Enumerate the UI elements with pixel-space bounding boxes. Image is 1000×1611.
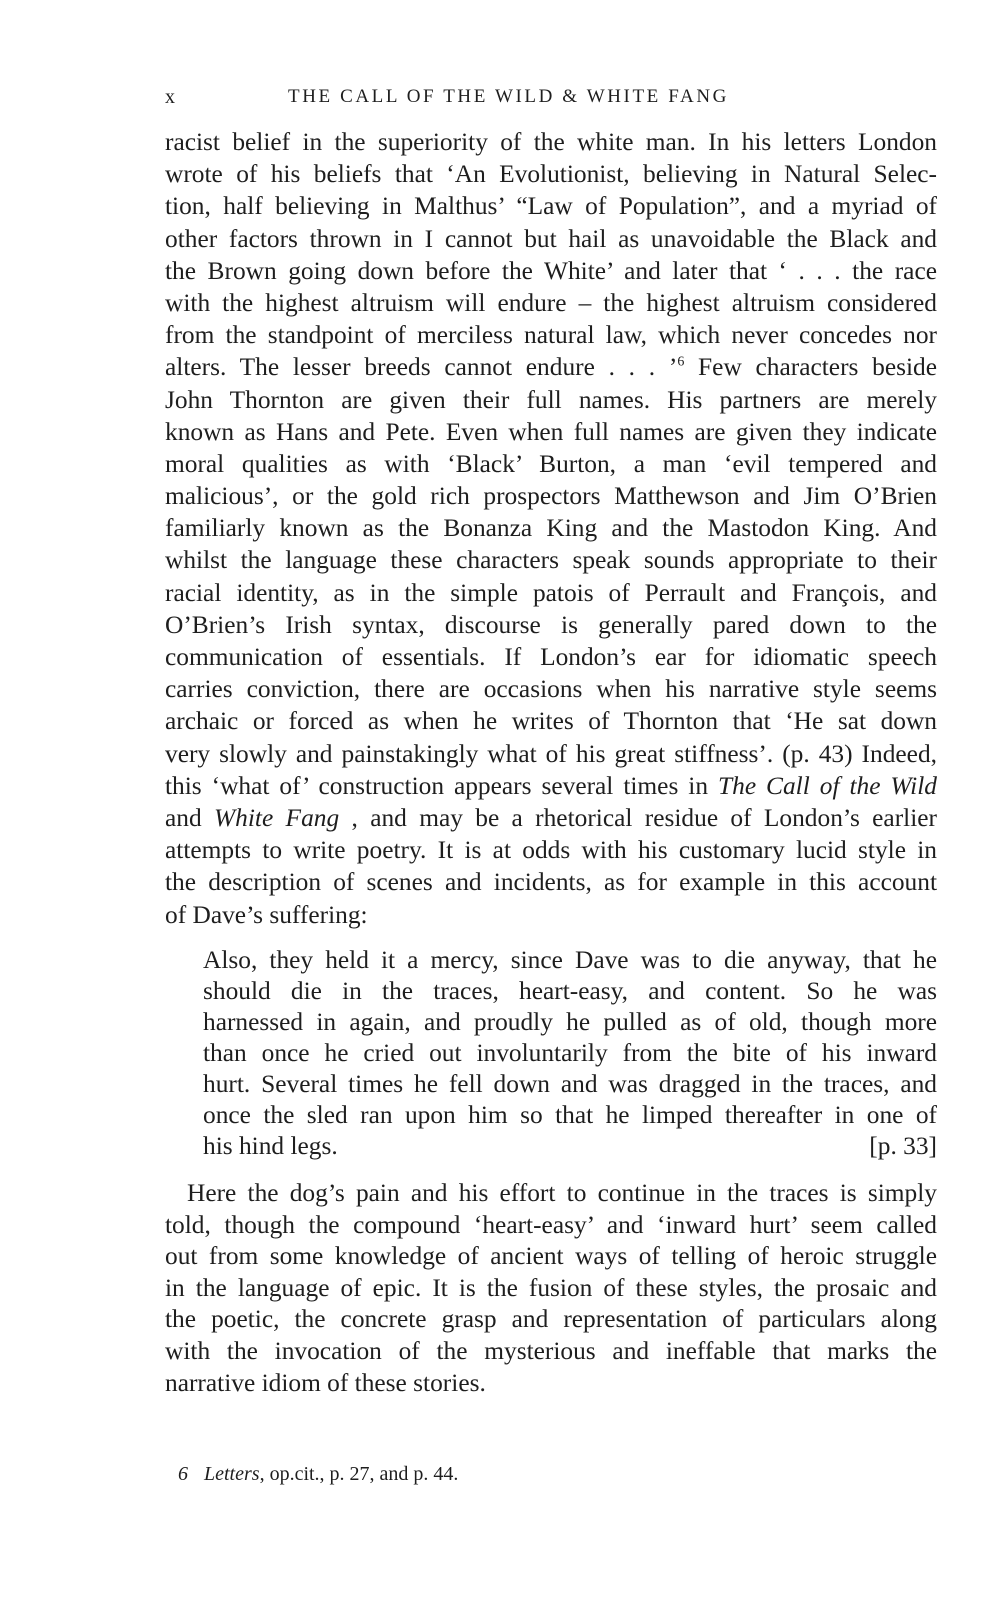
- text-line: told, though the compound ‘heart-easy’ and ‘inward hurt’ seem called: [165, 1210, 937, 1239]
- text-line: out from some knowledge of ancient ways of telling of heroic struggle: [165, 1242, 937, 1271]
- footnote-source: Letters: [204, 1463, 260, 1485]
- book-title-italic: The Call of the Wild: [718, 771, 937, 800]
- quote-line: should die in the traces, heart-easy, and content. So he was: [203, 977, 937, 1005]
- text-segment: and: [165, 803, 214, 832]
- text-line: Here the dog’s pain and his effort to continue in the traces is simply: [187, 1179, 937, 1207]
- footnote-number: 6: [178, 1463, 188, 1485]
- book-title-italic: White Fang: [214, 803, 340, 832]
- text-line: other factors thrown in I cannot but hail as unavoidable the Black and: [165, 224, 937, 253]
- text-segment: , and may be a rhetorical residue of London’s earlier: [339, 803, 937, 832]
- paragraph-1: [165, 126, 937, 931]
- text-line: known as Hans and Pete. Even when full names are given they indicate: [165, 417, 937, 446]
- footnote-details: , op.cit., p. 27, and p. 44.: [259, 1463, 459, 1485]
- text-line: [165, 770, 937, 802]
- text-line: the poetic, the concrete grasp and representation of particulars along: [165, 1305, 937, 1334]
- text-line: familiarly known as the Bonanza King and the Mastodon King. And: [165, 514, 937, 543]
- quote-line: than once he cried out involuntarily from the bite of his inward: [203, 1039, 937, 1067]
- running-head: [165, 86, 937, 116]
- text-line: attempts to write poetry. It is at odds with his customary lucid style in: [165, 836, 937, 865]
- text-line: archaic or forced as when he writes of Thornton that ‘He sat down: [165, 707, 937, 736]
- text-line: [165, 802, 937, 834]
- text-line: racist belief in the superiority of the white man. In his letters London: [165, 128, 937, 156]
- paragraph-2: [165, 1178, 937, 1399]
- text-line: of Dave’s suffering:: [165, 900, 368, 929]
- quote-line: [203, 1131, 937, 1162]
- text-line: whilst the language these characters speak sounds appropriate to their: [165, 546, 937, 575]
- page-number: x: [165, 86, 175, 108]
- text-line: racial identity, as in the simple patois of Perrault and François, and: [165, 578, 937, 607]
- footnote: [178, 1463, 458, 1486]
- text-line: O’Brien’s Irish syntax, discourse is generally pared down to the: [165, 610, 937, 639]
- quote-page-reference: [p. 33]: [869, 1132, 937, 1160]
- text-line: John Thornton are given their full names. His partners are merely: [165, 385, 937, 414]
- quote-line: harnessed in again, and proudly he pulled as of old, though more: [203, 1008, 937, 1036]
- block-quote: [203, 945, 937, 1162]
- quote-segment: his hind legs.: [203, 1132, 338, 1160]
- text-line: wrote of his beliefs that ‘An Evolutionist, believing in Natural Selec-: [165, 160, 937, 189]
- text-line: tion, half believing in Malthus’ “Law of Population”, and a myriad of: [165, 192, 937, 221]
- text-line: narrative idiom of these stories.: [165, 1368, 486, 1397]
- text-line: the description of scenes and incidents, as for example in this account: [165, 868, 937, 897]
- quote-line: hurt. Several times he fell down and was dragged in the traces, and: [203, 1070, 937, 1098]
- text-line: the Brown going down before the White’ and later that ‘ . . . the race: [165, 256, 937, 285]
- text-segment: alters. The lesser breeds cannot endure . . . ’: [165, 353, 678, 382]
- text-line: communication of essentials. If London’s ear for idiomatic speech: [165, 643, 937, 671]
- text-line: very slowly and painstakingly what of his great stiffness’. (p. 43) Indeed,: [165, 739, 937, 768]
- text-line: [165, 351, 937, 383]
- footnote-reference: 6: [677, 354, 685, 370]
- quote-line: Also, they held it a mercy, since Dave was to die anyway, that he: [203, 946, 937, 974]
- running-title: THE CALL OF THE WILD & WHITE FANG: [288, 86, 729, 107]
- text-line: from the standpoint of merciless natural law, which never concedes nor: [165, 321, 937, 350]
- text-line: in the language of epic. It is the fusion of these styles, the prosaic and: [165, 1273, 937, 1302]
- quote-line: once the sled ran upon him so that he limped thereafter in one of: [203, 1101, 937, 1129]
- text-line: with the highest altruism will endure – the highest altruism considered: [165, 288, 937, 317]
- text-segment: this ‘what of’ construction appears several times in: [165, 771, 718, 800]
- text-line: carries conviction, there are occasions when his narrative style seems: [165, 675, 937, 704]
- text-segment: Few characters beside: [684, 353, 938, 382]
- text-line: malicious’, or the gold rich prospectors Matthewson and Jim O’Brien: [165, 482, 937, 511]
- text-line: moral qualities as with ‘Black’ Burton, a man ‘evil tempered and: [165, 449, 937, 478]
- text-line: with the invocation of the mysterious and ineffable that marks the: [165, 1336, 937, 1365]
